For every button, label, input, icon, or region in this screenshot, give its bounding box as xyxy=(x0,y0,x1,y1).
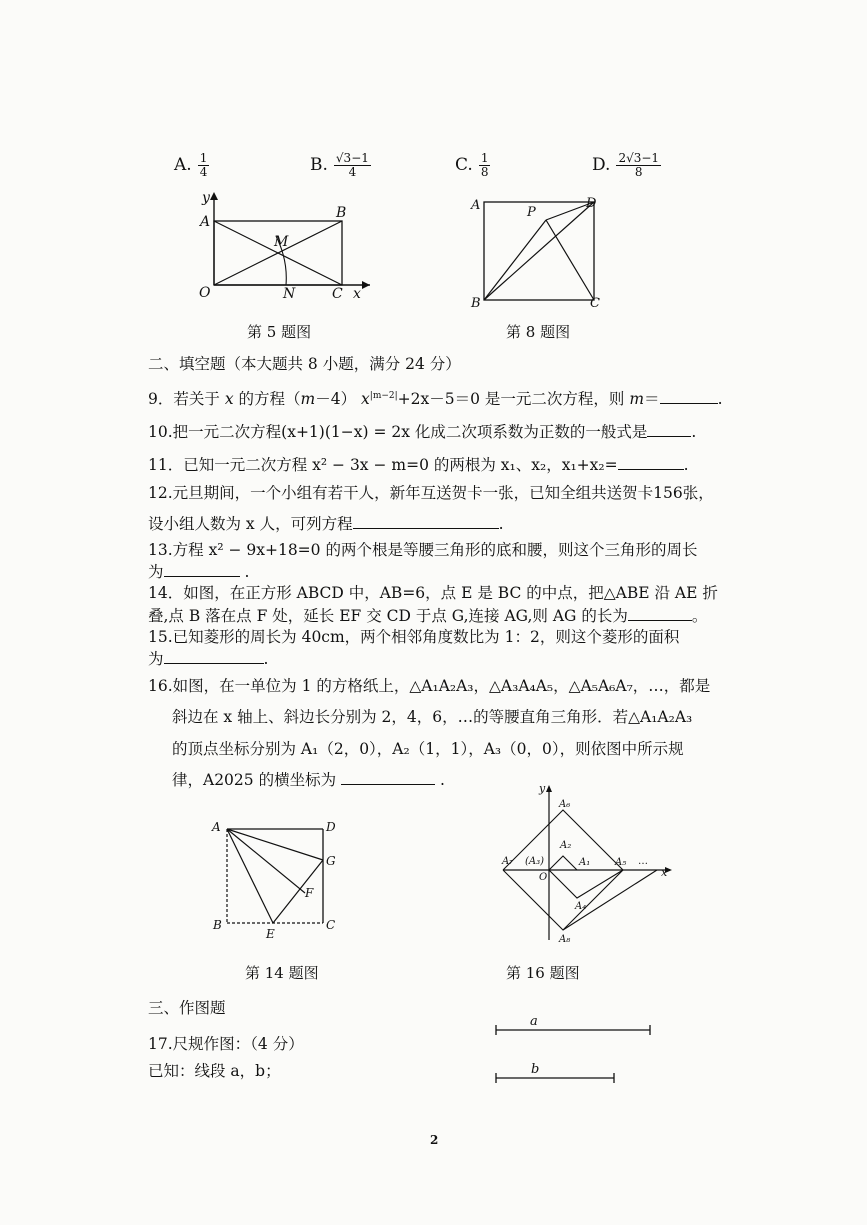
fig16-label-x: x xyxy=(661,866,668,879)
question-16-line1: 16.如图，在一单位为 1 的方格纸上，△A₁A₂A₃，△A₃A₄A₅，△A₅A₆A₇，…，都是 xyxy=(148,677,711,695)
option-d: D. $\frac{2√3-1}{8}$ xyxy=(592,151,660,179)
answer-blank-16[interactable] xyxy=(341,770,435,785)
segments-ab xyxy=(490,1012,660,1087)
question-13-line1: 13.方程 x² − 9x+18=0 的两个根是等腰三角形的底和腰，则这个三角形的周长 xyxy=(148,541,698,559)
segment-b-label: b xyxy=(531,1062,540,1077)
fig16-label-a5: A₅ xyxy=(615,857,627,868)
answer-blank-10[interactable] xyxy=(647,422,691,437)
fig16-label-y: y xyxy=(539,782,546,795)
fig14-label-a: A xyxy=(212,820,221,834)
page-number: 2 xyxy=(430,1133,439,1147)
figure-14 xyxy=(205,815,345,945)
question-10: 10.把一元二次方程(x+1)(1−x) = 2x 化成二次项系数为正数的一般式是 . xyxy=(148,423,697,441)
question-15-line1: 15.已知菱形的周长为 40cm，两个相邻角度数比为 1：2，则这个菱形的面积 xyxy=(148,628,680,646)
fig5-label-m: M xyxy=(274,234,289,250)
section-3-heading: 三、作图题 xyxy=(148,999,226,1017)
fig14-label-f: F xyxy=(305,886,314,900)
fig16-label-a7: A₇ xyxy=(502,856,514,867)
question-17-line1: 17.尺规作图：（4 分） xyxy=(148,1035,304,1053)
fig8-label-d: D xyxy=(586,196,597,211)
fig14-label-g: G xyxy=(326,854,336,868)
fig14-label-c: C xyxy=(326,918,336,932)
fig16-label-dots: … xyxy=(638,856,648,867)
section-2-heading: 二、填空题（本大题共 8 小题，满分 24 分） xyxy=(148,355,461,373)
fig14-label-d: D xyxy=(326,820,336,834)
question-17-line2: 已知：线段 a，b； xyxy=(148,1062,281,1080)
answer-blank-12[interactable] xyxy=(353,514,499,529)
question-12-line1: 12.元旦期间，一个小组有若干人，新年互送贺卡一张，已知全组共送贺卡156张， xyxy=(148,484,714,502)
fig14-label-b: B xyxy=(213,918,222,932)
answer-blank-9[interactable] xyxy=(660,389,718,404)
question-15-line2: 为 . xyxy=(148,650,269,668)
fig8-label-a: A xyxy=(471,198,481,213)
fig16-label-a1: A₁ xyxy=(579,857,591,868)
figure-5 xyxy=(180,188,380,308)
fig16-label-a4: A₄ xyxy=(575,901,587,912)
answer-blank-11[interactable] xyxy=(618,455,684,470)
option-a: A. $\frac{1}{4}$ xyxy=(174,151,208,179)
question-11: 11．已知一元二次方程 x² − 3x − m=0 的两根为 x₁、x₂，x₁+x₂= . xyxy=(148,456,689,474)
fig8-label-b: B xyxy=(471,296,481,310)
fig8-caption: 第 8 题图 xyxy=(506,323,571,341)
question-16-line2: 斜边在 x 轴上、斜边长分别为 2，4，6，…的等腰直角三角形．若△A₁A₂A₃ xyxy=(172,708,693,726)
answer-blank-14[interactable] xyxy=(628,606,692,621)
fig16-caption: 第 16 题图 xyxy=(506,964,580,982)
question-13-line2: 为 . xyxy=(148,563,250,581)
question-14-line2: 叠,点 B 落在点 F 处，延长 EF 交 CD 于点 G,连接 AG,则 AG 的长为 。 xyxy=(148,607,708,625)
fig8-label-p: P xyxy=(527,205,536,220)
fig14-caption: 第 14 题图 xyxy=(245,964,319,982)
fig16-label-a3: (A₃) xyxy=(525,856,545,867)
answer-blank-13[interactable] xyxy=(164,562,240,577)
fig5-label-x: x xyxy=(353,286,361,302)
fig5-label-b: B xyxy=(336,205,347,221)
question-14-line1: 14．如图，在正方形 ABCD 中，AB=6，点 E 是 BC 的中点，把△ABE 沿 AE 折 xyxy=(148,584,718,602)
question-9: 9．若关于 x 的方程（m－4） $x^{|m-2|}+2x-5=0$ 是一元二次方程，则 m＝ . xyxy=(148,390,723,409)
option-c: C. $\frac{1}{8}$ xyxy=(455,151,489,179)
fig16-label-a8: A₈ xyxy=(559,934,571,945)
segment-a-label: a xyxy=(530,1014,538,1029)
fig16-label-o: O xyxy=(539,872,548,883)
fig5-label-o: O xyxy=(199,285,211,301)
fig5-label-a: A xyxy=(200,214,211,230)
fig5-label-y: y xyxy=(202,190,210,206)
fig8-label-c: C xyxy=(590,296,600,310)
question-12-line2: 设小组人数为 x 人，可列方程 . xyxy=(148,515,504,533)
fig14-label-e: E xyxy=(266,927,275,941)
option-b: B. $\frac{√3-1}{4}$ xyxy=(310,151,369,179)
fig5-label-c: C xyxy=(332,286,343,302)
question-16-line4: 律，A2025 的横坐标为 . xyxy=(172,771,445,789)
figure-16 xyxy=(495,780,685,950)
figure-8 xyxy=(462,190,612,310)
fig5-label-n: N xyxy=(283,286,296,302)
question-16-line3: 的顶点坐标分别为 A₁（2，0），A₂（1，1），A₃（0，0），则依图中所示规 xyxy=(172,740,684,758)
answer-blank-15[interactable] xyxy=(164,649,264,664)
fig16-label-a6: A₆ xyxy=(559,799,571,810)
fig5-caption: 第 5 题图 xyxy=(247,323,312,341)
fig16-label-a2: A₂ xyxy=(560,840,572,851)
